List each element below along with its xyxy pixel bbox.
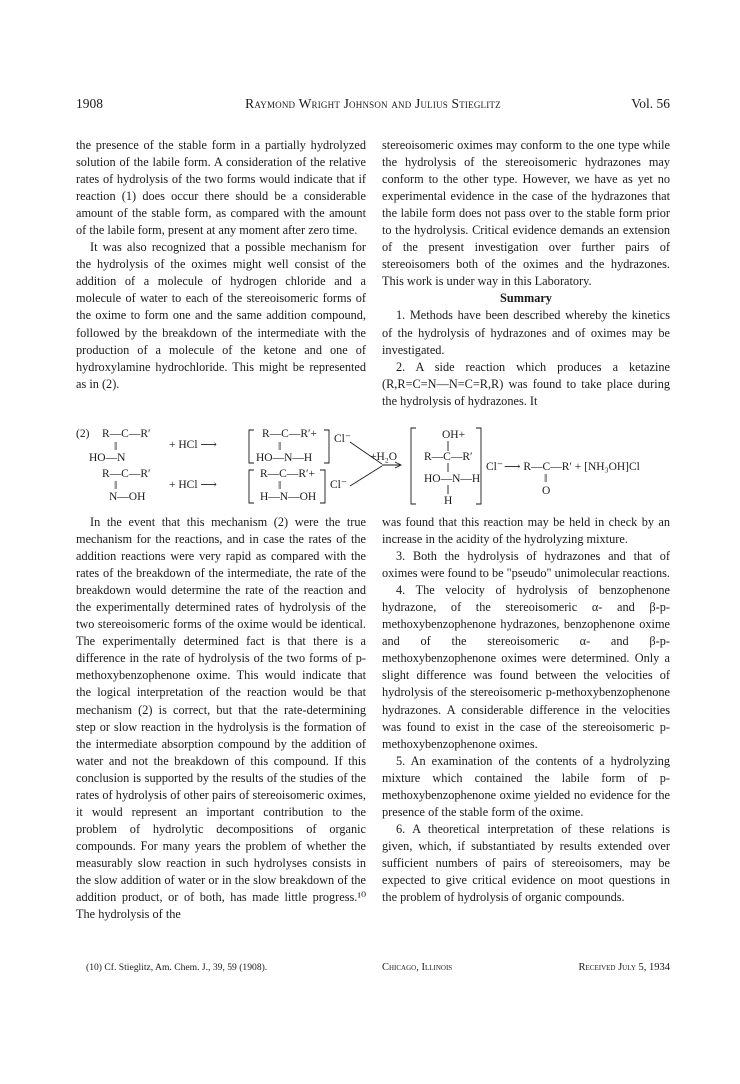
bracket-left bbox=[411, 428, 416, 504]
scheme-counterion: Cl⁻ bbox=[486, 461, 503, 473]
received-date: Received July 5, 1934 bbox=[578, 962, 670, 973]
summary-item-3: 3. Both the hydrolysis of hydrazones and that of oximes were found to be "pseudo" unimolecular reactions. bbox=[382, 549, 671, 581]
footnote: (10) Cf. Stieglitz, Am. Chem. J., 39, 59 (1908). bbox=[86, 962, 268, 973]
summary-item-4: 4. The velocity of hydrolysis of benzophenone hydrazone, of the stereoisomeric α- and β-p-methoxybenzophenone hydrazones, benzophenone oxime and of the stereoisomeric α- and β-p-methoxybenzophenone oximes were determined. Only a slight difference was found between the velocities of hydrolysis of the stereoisomeric p-methoxybenzophenone hydrazones. A considerable difference in the velocities was found to exist in the case of the stereoisomeric p-methoxybenzophenone oximes. bbox=[382, 583, 670, 751]
scheme-products: ⟶ R—C—R′ + [NH₃OH]Cl bbox=[504, 461, 640, 473]
running-title: Raymond Wright Johnson and Julius Stieglitz bbox=[245, 96, 501, 111]
scheme-bond: ‖ bbox=[278, 441, 282, 453]
scheme-formula: R—C—R′ bbox=[102, 468, 151, 480]
page-number: 1908 bbox=[76, 96, 103, 111]
scheme-formula: O bbox=[542, 485, 551, 497]
scheme-bond: ‖ bbox=[114, 480, 118, 492]
summary-heading: Summary bbox=[500, 291, 552, 306]
running-header bbox=[76, 96, 670, 116]
scheme-formula: R—C—R′+ bbox=[260, 468, 316, 480]
bracket-right bbox=[476, 428, 481, 504]
bracket-right bbox=[324, 430, 329, 463]
paragraph: It was also recognized that a possible mechanism for the hydrolysis of the oximes might well consist of the addition of a molecule of hydrogen chloride and a molecule of water to each of the stereoisomeric forms of the oxime to form one and the same addition compound, followed by the breakdown of the intermediate with the production of a molecule of the ketone and one of hydroxylamine hydrochloride. This might be represented as in (2). bbox=[76, 240, 366, 391]
scheme-formula: OH+ bbox=[442, 429, 466, 441]
right-column-bottom bbox=[382, 514, 670, 906]
summary-item-2: 2. A side reaction which produces a ketazine (R,R=C=N—N=C=R,R) was found to take place during the hydrolysis of hydrazones. It bbox=[382, 359, 670, 408]
paragraph: was found that this reaction may be held in check by an increase in the acidity of the hydrolyzing mixture. bbox=[382, 515, 670, 547]
converging-arrow bbox=[350, 466, 382, 486]
paragraph: In the event that this mechanism (2) were the true mechanism for the reactions, and in case the rates of the addition reactions were very rapid as compared with the rates of the breakdown of the intermediate, the rate of the breakdown would determine the rate of the reaction and the experimentally determined rates of hydrolysis of the two stereoisomeric forms of the oxime would be identical. The experimentally determined fact is that there is a difference in the rate of hydrolysis of the two forms of p-methoxybenzophenone oxime. This would indicate that the logical interpretation of the reaction would be that mechanism (2) is correct, but that the rate-determining step or slow reaction in the hydrolysis is the formation of the intermediate absorption compound by the addition of water and not the breakdown of this compound. If this conclusion is supported by the results of the studies of the rates of hydrolysis of other pairs of stereoisomeric oximes, it would represent an important contribution to the problem of hydrolytic decompositions of organic compounds. For many years the problem of whether the measurably slow reaction in such hydrolyses consists in the slow addition of water or in the slow breakdown of the addition product, or of both, has made little progress.¹⁰ The hydrolysis of the bbox=[76, 515, 366, 922]
volume-number: Vol. 56 bbox=[631, 96, 670, 111]
scheme-formula: R—C—R′ bbox=[102, 428, 151, 440]
author-location: Chicago, Illinois bbox=[382, 962, 453, 973]
scheme-bond: ‖ bbox=[278, 480, 282, 492]
left-column-bottom bbox=[76, 514, 366, 923]
equation-number: (2) bbox=[76, 428, 90, 440]
paragraph: stereoisomeric oximes may conform to the one type while the hydrolysis of the stereoisomeric hydrazones may conform to the other type. However, we have as yet no experimental evidence in the case of the hydrazones that the labile form does not pass over to the stable form prior to the hydrolysis. Critical evidence demands an extension of the present investigation over further pairs of stereoisomers both of the oximes and the hydrazones. This work is under way in this Laboratory. bbox=[382, 138, 670, 289]
right-column-top bbox=[382, 137, 670, 410]
scheme-formula: HO—N bbox=[89, 452, 126, 464]
bracket-left bbox=[249, 470, 254, 503]
scheme-formula: N—OH bbox=[109, 491, 146, 503]
summary-item-5: 5. An examination of the contents of a hydrolyzing mixture which contained the labile form of p-methoxybenzophenone oxime yielded no evidence for the presence of the stable form of the oxime. bbox=[382, 753, 670, 819]
bracket-left bbox=[249, 430, 254, 463]
summary-item-1: 1. Methods have been described whereby the kinetics of the hydrolysis of hydrazones and of oximes may be investigated. bbox=[382, 308, 670, 357]
scheme-counterion: Cl⁻ bbox=[330, 479, 347, 491]
paragraph: the presence of the stable form in a partially hydrolyzed solution of the labile form. A consideration of the relative rates of hydrolysis of the two forms would indicate that if reaction (1) does occur there should be a considerable amount of the stable form, as compared with the amount of the labile form, present at any moment after zero time. bbox=[76, 138, 366, 238]
scheme-reagent: +H₂O bbox=[370, 451, 398, 463]
scheme-bond: ‖ bbox=[544, 473, 548, 485]
scheme-formula: R—C—R′ bbox=[424, 451, 473, 463]
scheme-formula: HO—N—H bbox=[256, 452, 313, 464]
scheme-formula: HO—N—H bbox=[424, 473, 481, 485]
scheme-formula: H bbox=[444, 495, 453, 507]
summary-item-6: 6. A theoretical interpretation of these relations is given, which, if substantiated by results extended over sufficient numbers of pairs of stereoisomers, may be expected to give critical evidence on moot questions in the problem of hydrolysis of organic compounds. bbox=[382, 821, 670, 905]
left-column-top bbox=[76, 137, 366, 393]
scheme-reagent: + HCl ⟶ bbox=[169, 439, 217, 451]
scheme-formula: R—C—R′+ bbox=[262, 428, 318, 440]
scheme-counterion: Cl⁻ bbox=[334, 433, 351, 445]
scheme-formula: H—N—OH bbox=[260, 491, 317, 503]
scheme-reagent: + HCl ⟶ bbox=[169, 479, 217, 491]
scheme-bond: ‖ bbox=[114, 441, 118, 453]
bracket-right bbox=[320, 470, 325, 503]
reaction-scheme bbox=[74, 424, 674, 510]
